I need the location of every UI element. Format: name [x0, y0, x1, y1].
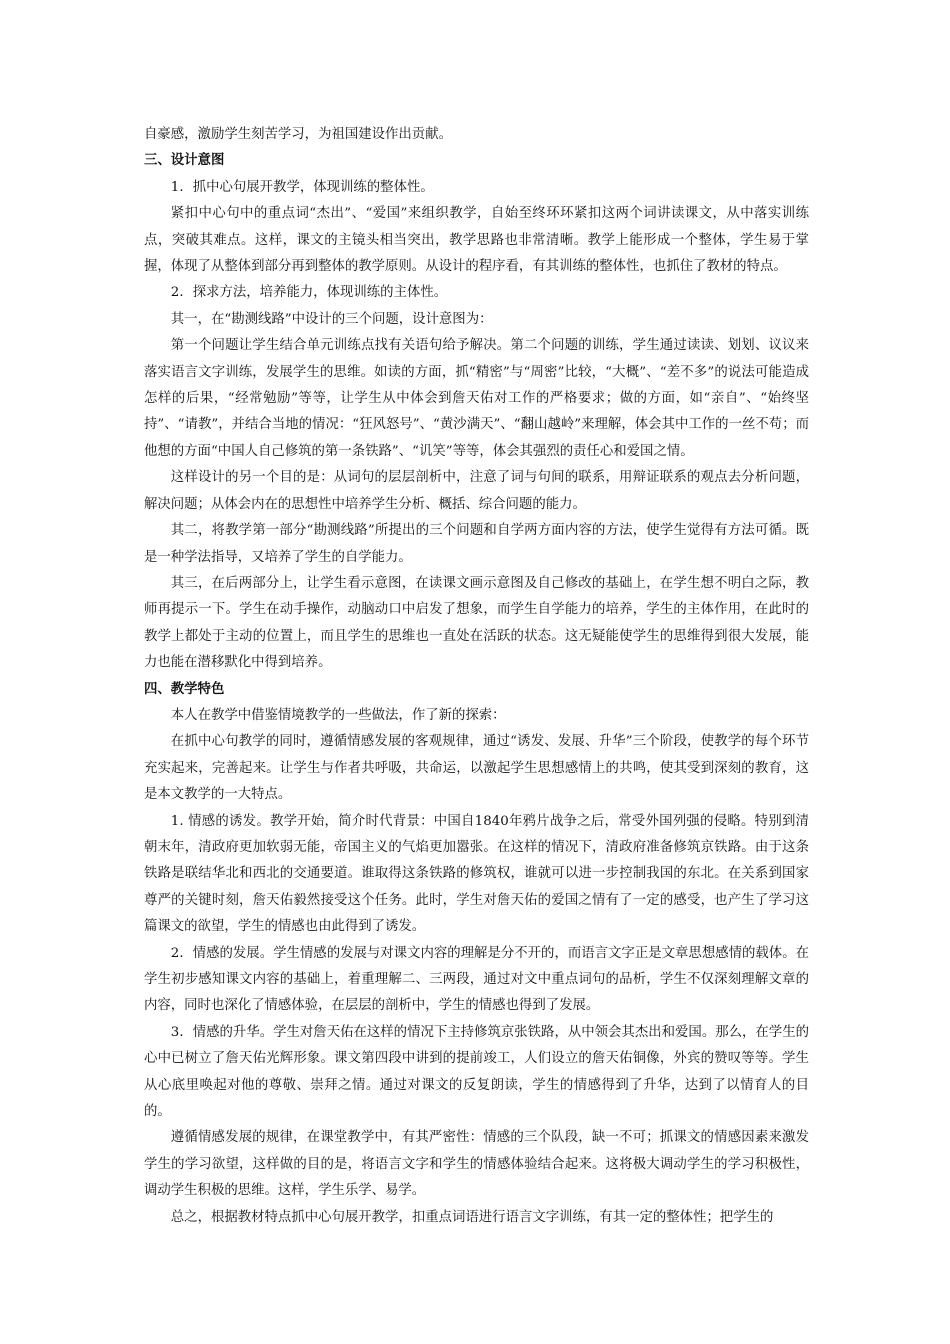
paragraph-emotion-induce: 1. 情感的诱发。教学开始，简介时代背景：中国自1840年鸦片战争之后，常受外国列强的侵略。特别到清朝末年，清政府更加软弱无能，帝国主义的气焰更加嚣张。在这样的情况下，清政府准备修筑京铁路。由于这条铁路是联结华北和西北的交通要道。谁取得这条铁路的修筑权，谁就可以进一步控制我国的东北。在关系到国家尊严的关键时刻，詹天佑毅然接受这个任务。此时，学生对詹天佑的爱国之情有了一定的感受，也产生了学习这篇课文的欲望，学生的情感也由此得到了诱发。 — [144, 813, 809, 935]
paragraph-emotion-stages: 在抓中心句教学的同时，遵循情感发展的客观规律，通过“诱发、发展、升华”三个阶段，使教学的每个环节充实起来，完善起来。让学生与作者共呼吸，共命运，以激起学生思想感情上的共鸣，使其受到深刻的教育，这是本文教学的一大特点。 — [144, 734, 809, 803]
paragraph-point-1: 1．抓中心句展开教学，体现训练的整体性。 — [170, 179, 434, 195]
paragraph-three-questions: 第一个问题让学生结合单元训练点找有关语句给予解决。第二个问题的训练，学生通过读读、划划、议议来落实语言文字训练，发展学生的思维。如读的方面，抓“精密”与“周密”比较，“大概”、“差不多”的说法可能造成怎样的后果，“经常勉励”等等，让学生从中体会到詹天佑对工作的严格要求；做的方面，如“亲自”、“始终坚持”、“请教”，并结合当地的情况：“狂风怒号”、“黄沙满天”、“翻山越岭”来理解，体会其中工作的一丝不苟；而他想的方面“中国人自己修筑的第一条铁路”、“讥笑”等等，体会其强烈的责任心和爱国之情。 — [144, 338, 809, 459]
paragraph-point-2: 2．探求方法，培养能力，体现训练的主体性。 — [170, 285, 448, 301]
paragraph-key-words: 紧扣中心句中的重点词“杰出”、“爱国”来组织教学，自始至终环环紧扣这两个词讲读课文，从中落实训练点，突破其难点。这样，课文的主镜头相当突出，教学思路也非常清晰。教学上能形成一个整体，学生易于掌握，体现了从整体到部分再到整体的教学原则。从设计的程序看，有其训练的整体性，也抓住了教材的特点。 — [144, 206, 809, 275]
paragraph-third-aspect: 其三，在后两部分上，让学生看示意图，在读课文画示意图及自己修改的基础上，在学生想不明白之际，教师再提示一下。学生在动手操作，动脑动口中启发了想象，而学生自学能力的培养，学生的主体作用，在此时的教学上都处于主动的位置上，而且学生的思维也一直处在活跃的状态。这无疑能使学生的思维得到很大发展，能力也能在潜移默化中得到培养。 — [144, 575, 809, 671]
paragraph-emotion-sublimate: 3．情感的升华。学生对詹天佑在这样的情况下主持修筑京张铁路，从中领会其杰出和爱国。那么，在学生的心中已树立了詹天佑光辉形象。课文第四段中讲到的提前竣工，人们设立的詹天佑铜像，外宾的赞叹等等。学生从心底里唤起对他的尊敬、崇拜之情。通过对课文的反复朗读，学生的情感得到了升华，达到了以情育人的目的。 — [144, 1024, 809, 1120]
paragraph-emotion-develop: 2．情感的发展。学生情感的发展与对课文内容的理解是分不开的，而语言文字正是文章思想感情的载体。在学生初步感知课文内容的基础上，着重理解二、三两段，通过对文中重点词句的品析，学生不仅深刻理解文章的内容，同时也深化了情感体验，在层层的剖析中，学生的情感也得到了发展。 — [144, 945, 809, 1014]
paragraph-second-aspect: 其二，将教学第一部分“勘测线路”所提出的三个问题和自学两方面内容的方法，使学生觉得有方法可循。既是一种学法指导，又培养了学生的自学能力。 — [144, 523, 809, 565]
section-heading-teaching-features: 四、教学特色 — [144, 681, 225, 697]
paragraph-follow-rules: 遵循情感发展的规律，在课堂教学中，有其严密性：情感的三个队段，缺一不可；抓课文的情感因素来激发学生的学习欲望，这样做的目的是，将语言文字和学生的情感体验结合起来。这将极大调动学生的学习积极性，调动学生积极的思维。这样，学生乐学、易学。 — [144, 1130, 809, 1199]
paragraph-another-purpose: 这样设计的另一个目的是：从词句的层层剖析中，注意了词与句间的联系，用辩证联系的观点去分析问题，解决问题；从体会内在的思想性中培养学生分析、概括、综合问题的能力。 — [144, 470, 809, 512]
section-heading-design-intent: 三、设计意图 — [144, 153, 225, 169]
paragraph-first-aspect: 其一，在“勘测线路”中设计的三个问题，设计意图为： — [170, 311, 493, 327]
paragraph-conclusion: 总之，根据教材特点抓中心句展开教学，扣重点词语进行语言文字训练，有其一定的整体性；把学生的 — [170, 1209, 774, 1225]
document-page — [144, 122, 809, 1231]
paragraph-exploration: 本人在教学中借鉴情境教学的一些做法，作了新的探索： — [170, 707, 506, 723]
paragraph-intro: 自豪感，激励学生刻苦学习，为祖国建设作出贡献。 — [144, 127, 452, 142]
